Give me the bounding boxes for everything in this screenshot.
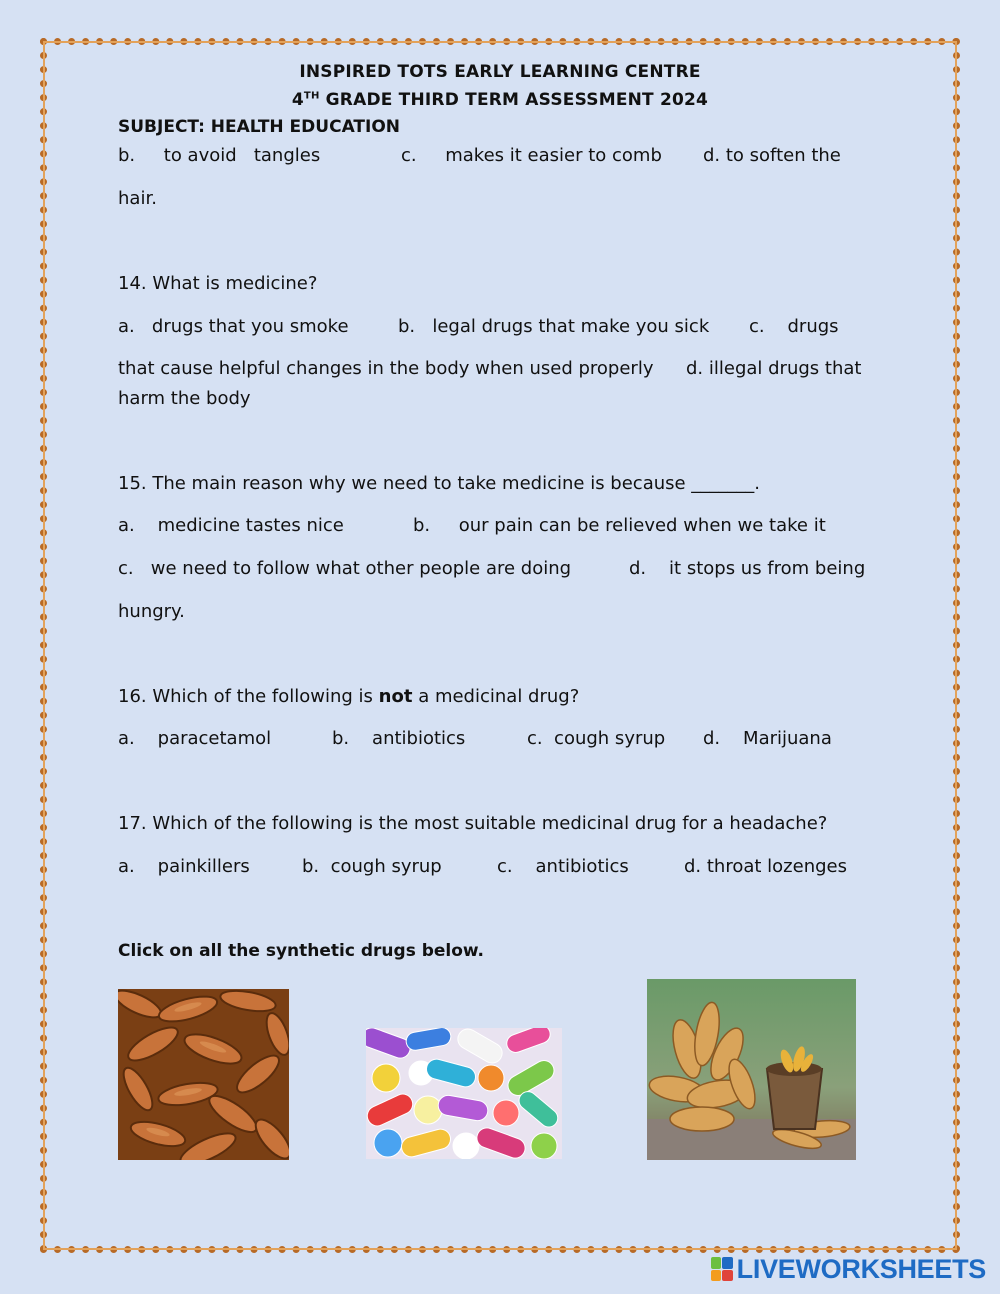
q13-option-c: c. makes it easier to comb xyxy=(401,145,662,166)
q16-option-c: c. cough syrup xyxy=(527,728,666,749)
colorful-pills-image[interactable] xyxy=(366,1028,562,1159)
q16-question-start: 16. Which of the following is xyxy=(118,686,379,707)
q16-question xyxy=(118,686,579,707)
q17-option-a: a. painkillers xyxy=(118,856,250,877)
q14-option-c: c. drugs xyxy=(749,316,839,337)
q17-question: 17. Which of the following is the most suitable medicinal drug for a headache? xyxy=(118,813,828,834)
q16-option-b: b. antibiotics xyxy=(332,728,466,749)
colorful-pills-picture xyxy=(366,1028,562,1159)
q15-option-a: a. medicine tastes nice xyxy=(118,515,344,536)
liveworksheets-logo-icon xyxy=(711,1257,733,1281)
q13-option-d-wrap: hair. xyxy=(118,188,157,209)
q15-option-c: c. we need to follow what other people are doing xyxy=(118,558,572,579)
q15-option-b: b. our pain can be relieved when we take it xyxy=(413,515,826,536)
school-name: INSPIRED TOTS EARLY LEARNING CENTRE xyxy=(299,62,701,82)
q16-option-a: a. paracetamol xyxy=(118,728,272,749)
q15-option-d-wrap: hungry. xyxy=(118,601,185,622)
q15-question: 15. The main reason why we need to take medicine is because _______. xyxy=(118,473,761,494)
grade-number: 4 xyxy=(291,90,304,110)
q14-option-b: b. legal drugs that make you sick xyxy=(398,316,710,337)
assessment-title xyxy=(0,90,1000,110)
q13-option-b: b. to avoid tangles xyxy=(118,145,321,166)
turmeric-roots-picture xyxy=(118,989,289,1160)
grade-suffix: TH xyxy=(303,90,320,102)
q16-question-end: a medicinal drug? xyxy=(412,686,580,707)
q14-option-d: d. illegal drugs that xyxy=(686,358,862,379)
q16-question-emphasis: not xyxy=(378,686,413,707)
assessment-text: GRADE THIRD TERM ASSESSMENT 2024 xyxy=(325,90,709,110)
turmeric-mortar-picture xyxy=(647,979,856,1160)
q14-option-a: a. drugs that you smoke xyxy=(118,316,349,337)
q15-option-d: d. it stops us from being xyxy=(629,558,866,579)
q17-option-d: d. throat lozenges xyxy=(684,856,847,877)
q14-question: 14. What is medicine? xyxy=(118,273,318,294)
liveworksheets-logo[interactable] xyxy=(711,1254,986,1284)
turmeric-roots-image[interactable] xyxy=(118,989,289,1160)
q14-option-d-wrap: harm the body xyxy=(118,388,251,409)
turmeric-mortar-image[interactable] xyxy=(647,979,856,1160)
instruction-text: Click on all the synthetic drugs below. xyxy=(118,941,485,961)
q13-option-d: d. to soften the xyxy=(703,145,841,166)
liveworksheets-logo-text: LIVEWORKSHEETS xyxy=(736,1253,986,1284)
q16-option-d: d. Marijuana xyxy=(703,728,832,749)
q17-option-c: c. antibiotics xyxy=(497,856,629,877)
q14-option-c-wrap: that cause helpful changes in the body when used properly xyxy=(118,358,654,379)
q17-option-b: b. cough syrup xyxy=(302,856,442,877)
subject-line: SUBJECT: HEALTH EDUCATION xyxy=(118,117,401,137)
